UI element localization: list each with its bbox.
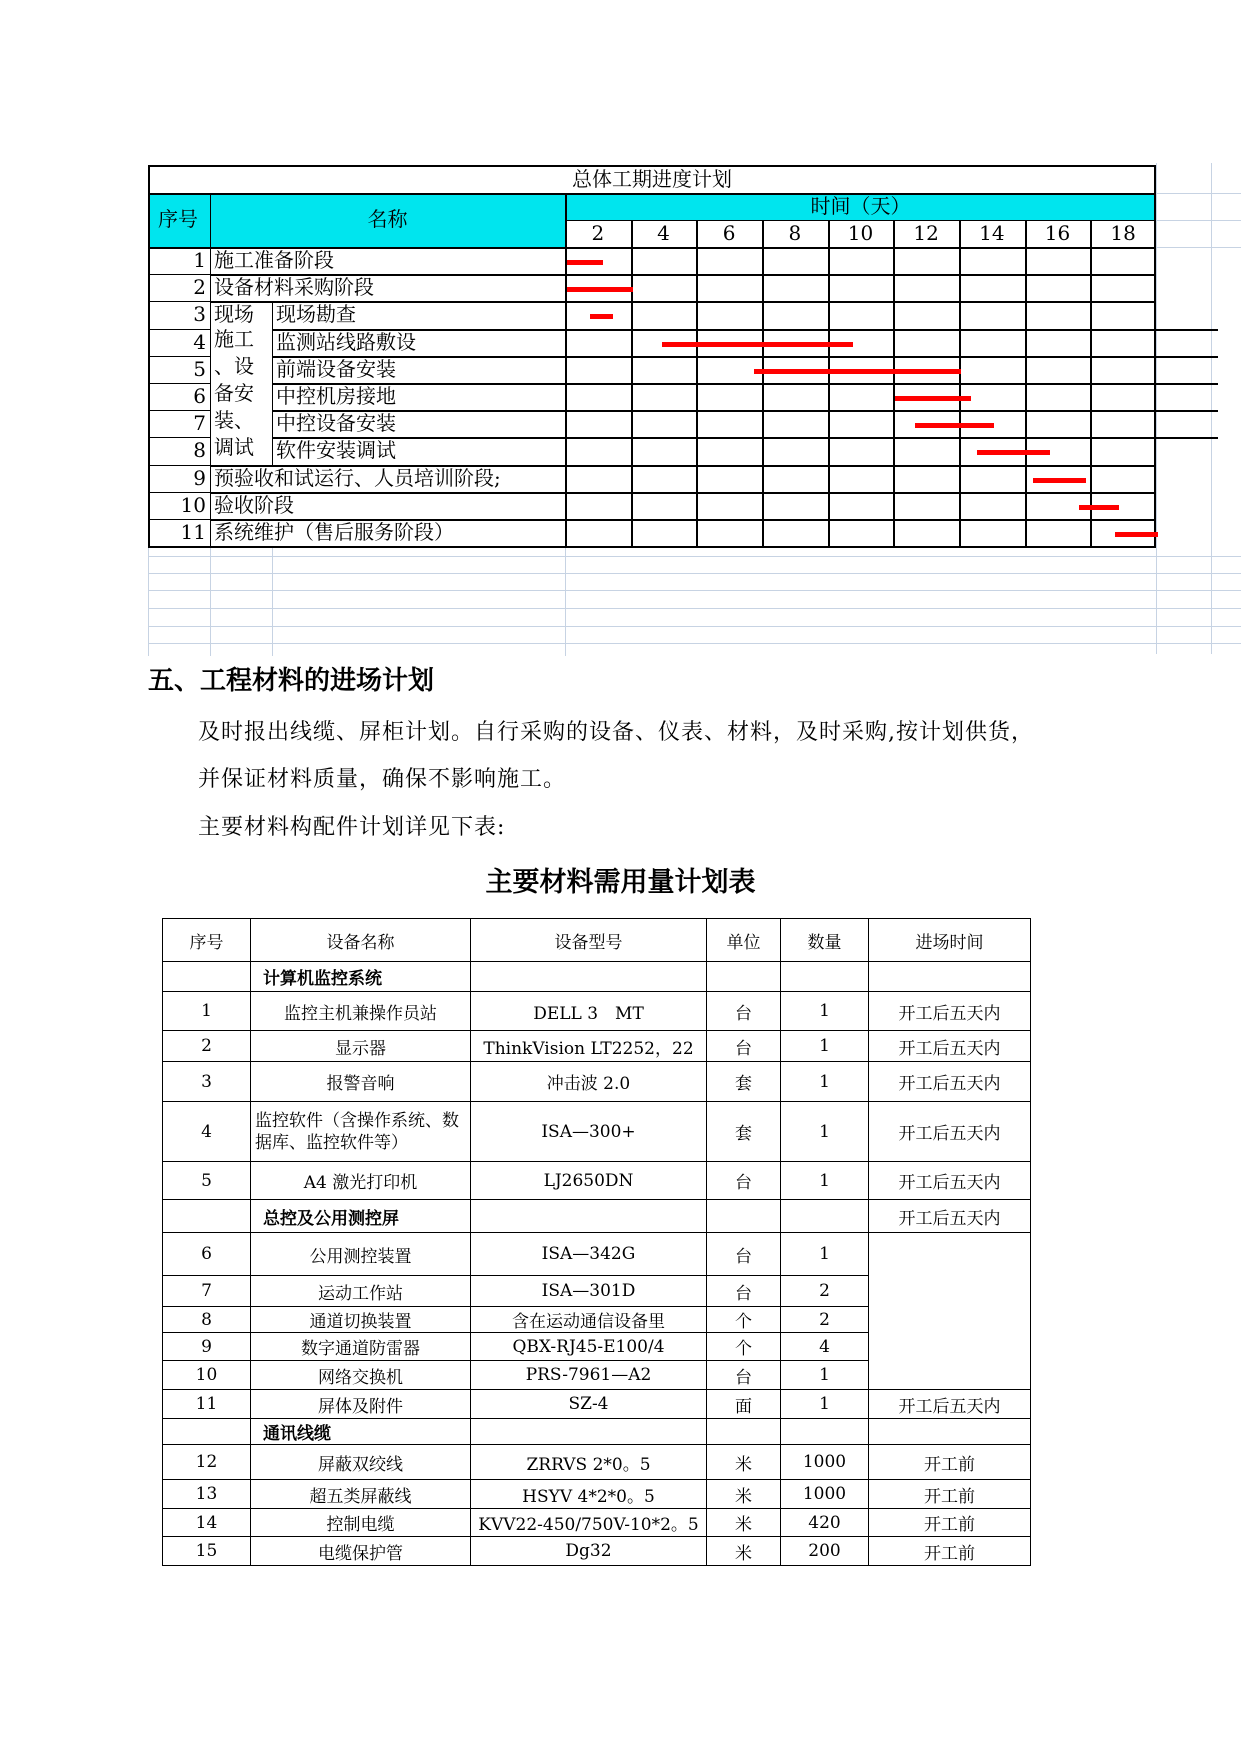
gantt-bar	[1115, 532, 1158, 537]
row-number: 7	[193, 411, 206, 436]
group-label: 总控及公用测控屏	[251, 1200, 471, 1233]
gantt-title: 总体工期进度计划	[572, 167, 732, 191]
gantt-bar	[567, 260, 603, 265]
table-row: 8 通道切换装置 含在运动通信设备里 个 2	[163, 1307, 1031, 1333]
task-name: 系统维护（售后服务阶段）	[214, 520, 454, 544]
task-subname: 前端设备安装	[276, 356, 396, 381]
gantt-sub-divider	[272, 301, 273, 464]
day-tick-label: 10	[847, 221, 874, 245]
gantt-bar	[1033, 478, 1086, 483]
table-row: 13 超五类屏蔽线 HSYV 4*2*0。5 米 1000 开工前	[163, 1480, 1031, 1509]
spreadsheet-gridline	[1156, 220, 1241, 221]
row-number: 2	[193, 275, 206, 300]
day-tick-label: 18	[1110, 221, 1136, 245]
day-tick-label: 16	[1044, 221, 1071, 245]
row-number: 5	[193, 356, 206, 381]
header-cell: 设备名称	[251, 919, 471, 962]
task-subname: 中控机房接地	[276, 384, 396, 408]
header-cell: 单位	[707, 919, 781, 962]
task-subname: 现场勘查	[276, 302, 356, 327]
spreadsheet-gridline	[148, 590, 1241, 591]
gantt-row-line	[272, 410, 1218, 412]
gantt-row-line	[210, 492, 1156, 494]
table-row: 1 监控主机兼操作员站 DELL 3 MT 台 1 开工后五天内	[163, 992, 1031, 1031]
row-number: 4	[193, 329, 206, 354]
gantt-bar	[590, 314, 613, 319]
table-row: 3 报警音响 冲击波 2.0 套 1 开工后五天内	[163, 1062, 1031, 1102]
task-name: 施工准备阶段	[214, 248, 334, 272]
day-tick-label: 2	[591, 221, 605, 245]
gantt-bar	[977, 450, 1049, 455]
group-row: 总控及公用测控屏 开工后五天内	[163, 1200, 1031, 1233]
task-subname: 软件安装调试	[276, 438, 396, 463]
header-cell: 进场时间	[869, 919, 1031, 962]
gantt-row-line	[148, 546, 210, 547]
group-label: 通讯线缆	[251, 1419, 471, 1445]
day-tick-label: 4	[657, 221, 670, 245]
gantt-bar	[662, 342, 852, 347]
table-row: 5 A4 激光打印机 LJ2650DN 台 1 开工后五天内	[163, 1162, 1031, 1200]
gantt-bar	[895, 396, 971, 401]
spreadsheet-gridline	[148, 626, 1241, 627]
table-row: 10 网络交换机 PRS-7961—A2 台 1	[163, 1361, 1031, 1390]
day-tick-label: 12	[913, 221, 939, 245]
row-number: 10	[180, 492, 206, 517]
gantt-row-line	[272, 356, 1218, 358]
spreadsheet-gridline	[148, 573, 1241, 574]
spreadsheet-gridline	[272, 546, 273, 656]
materials-table	[162, 918, 1031, 1566]
day-tick-label: 14	[979, 221, 1005, 245]
group-row	[163, 962, 1031, 992]
table-row: 2 显示器 ThinkVision LT2252，22 台 1 开工后五天内	[163, 1031, 1031, 1062]
spreadsheet-gridline	[1156, 163, 1157, 654]
table-row: 6 公用测控装置 ISA—342G 台 1	[163, 1233, 1031, 1276]
group-label: 调试	[214, 435, 254, 460]
group-label: 装、	[214, 408, 254, 433]
table-row: 4 监控软件（含操作系统、数据库、监控软件等） ISA—300+ 套 1 开工后五天内	[163, 1102, 1031, 1162]
header-seq: 序号	[158, 207, 198, 231]
group-label: 、设	[214, 353, 254, 378]
row-number: 6	[193, 384, 206, 408]
table-row: 12 屏蔽双绞线 ZRRVS 2*0。5 米 1000 开工前	[163, 1445, 1031, 1480]
spreadsheet-gridline	[1211, 163, 1212, 654]
row-number: 3	[193, 302, 206, 327]
row-number: 9	[193, 465, 206, 490]
gantt-bar	[754, 369, 961, 374]
group-label: 备安	[214, 381, 254, 405]
group-label: 施工	[214, 326, 254, 351]
gantt-bar	[1079, 505, 1118, 510]
paragraph-1: 及时报出线缆、屏柜计划。自行采购的设备、仪表、材料，及时采购,按计划供货，	[198, 720, 1034, 745]
group-label: 现场	[214, 302, 254, 327]
task-subname: 监测站线路敷设	[276, 329, 416, 354]
section-heading: 五、工程材料的进场计划	[148, 666, 435, 696]
gantt-row-line	[272, 437, 1218, 439]
gantt-bar	[567, 287, 633, 292]
header-cell: 数量	[781, 919, 869, 962]
header-cell: 设备型号	[471, 919, 707, 962]
header-time: 时间（天）	[810, 194, 911, 218]
table-row: 9 数字通道防雷器 QBX-RJ45-E100/4 个 4	[163, 1333, 1031, 1361]
day-tick-label: 8	[788, 221, 802, 245]
gantt-border	[148, 546, 1156, 548]
paragraph-2: 并保证材料质量，确保不影响施工。	[198, 767, 567, 792]
day-tick-label: 6	[722, 221, 736, 245]
spreadsheet-gridline	[148, 546, 149, 656]
header-name: 名称	[367, 207, 408, 231]
spreadsheet-gridline	[148, 643, 1241, 644]
task-name: 设备材料采购阶段	[214, 275, 374, 300]
task-name: 预验收和试运行、人员培训阶段;	[214, 465, 501, 490]
table-row: 15 电缆保护管 Dg32 米 200 开工前	[163, 1537, 1031, 1566]
task-subname: 中控设备安装	[276, 411, 396, 436]
spreadsheet-gridline	[210, 546, 211, 656]
gantt-row-line	[272, 383, 1218, 385]
time-merged-cell	[869, 1233, 1031, 1390]
paragraph-3: 主要材料构配件计划详见下表:	[198, 815, 506, 840]
group-label: 计算机监控系统	[251, 962, 471, 992]
spreadsheet-gridline	[148, 556, 1241, 557]
row-number: 11	[180, 520, 206, 544]
gantt-bar	[915, 423, 994, 428]
header-cell: 序号	[163, 919, 251, 962]
row-number: 8	[193, 438, 206, 463]
spreadsheet-gridline	[565, 546, 566, 656]
spreadsheet-gridline	[1156, 247, 1241, 248]
table-row: 7 运动工作站 ISA—301D 台 2	[163, 1276, 1031, 1307]
table-row: 14 控制电缆 KVV22-450/750V-10*2。5 米 420 开工前	[163, 1509, 1031, 1537]
table-row: 11 屏体及附件 SZ-4 面 1 开工后五天内	[163, 1390, 1031, 1419]
materials-table-title: 主要材料需用量计划表	[485, 867, 756, 898]
table-header-row	[163, 919, 1031, 962]
spreadsheet-gridline	[1156, 193, 1241, 194]
row-number: 1	[193, 248, 206, 272]
group-row	[163, 1419, 1031, 1445]
task-name: 验收阶段	[214, 492, 294, 517]
spreadsheet-gridline	[148, 608, 1241, 609]
